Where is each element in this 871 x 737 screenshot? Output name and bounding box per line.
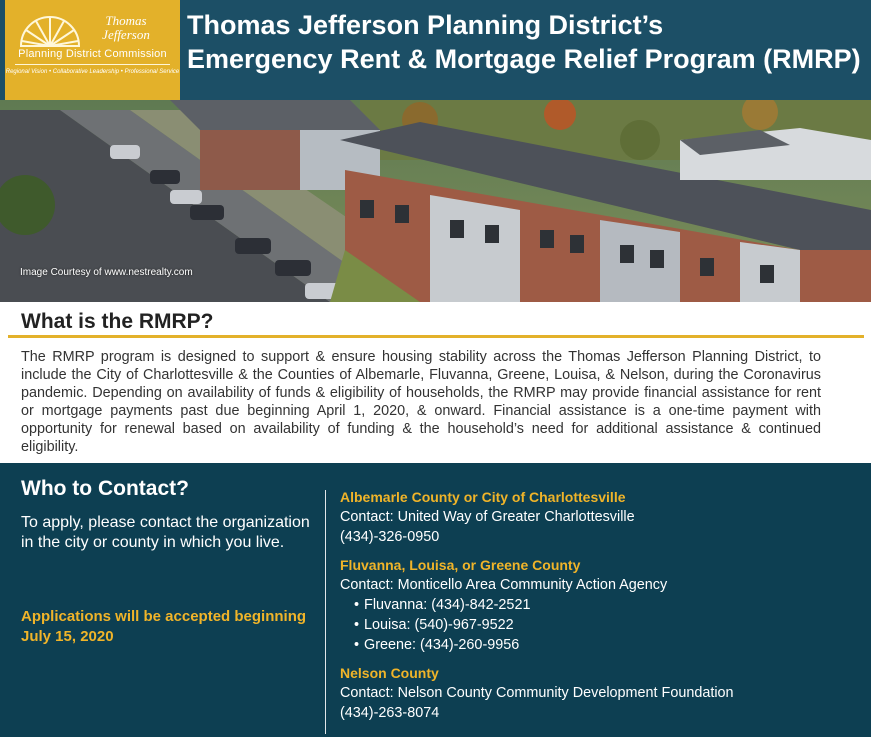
logo-tagline: Regional Vision • Collaborative Leadership • Professional Service bbox=[5, 69, 180, 75]
logo-name-line1: Thomas bbox=[105, 13, 147, 28]
tjpdc-logo bbox=[5, 0, 180, 100]
phone-bullet-list bbox=[340, 595, 860, 655]
page-title bbox=[187, 8, 867, 76]
logo-divider bbox=[15, 64, 170, 65]
logo-name bbox=[77, 14, 175, 42]
org-contact: Contact: Nelson County Community Development Foundation bbox=[340, 685, 734, 701]
title-line2: Emergency Rent & Mortgage Relief Program (RMRP) bbox=[187, 44, 861, 74]
sunburst-logo-icon bbox=[17, 6, 83, 48]
org-area: Fluvanna, Louisa, or Greene County bbox=[340, 557, 581, 573]
what-heading: What is the RMRP? bbox=[21, 310, 214, 333]
phone-bullet: • Louisa: (540)-967-9522 bbox=[354, 615, 860, 635]
photo-credit: Image Courtesy of www.nestrealty.com bbox=[20, 267, 193, 278]
org-phone: (434)-326-0950 bbox=[340, 529, 440, 545]
contact-list bbox=[340, 487, 860, 723]
phone-bullet: • Greene: (434)-260-9956 bbox=[354, 635, 860, 655]
what-description: The RMRP program is designed to support & ensure housing stability across the Thomas Jefferson Planning District, to include the City of Charlottesville & the Counties of Albemarle, Fluvanna, Greene, Louisa, & Nelson, during the Coronavirus pandemic. Depending on availability of funds & eligibility of households, the RMRP may provide financial assistance for rent or mortgage payments past due beginning April 1, 2020, & onward. Financial assistance is a one-time payment with opportunity for renewal based on availability of funding & the household’s need for additional assistance & continued eligibility. bbox=[21, 349, 821, 455]
contact-section bbox=[0, 463, 871, 737]
section-divider bbox=[8, 335, 864, 338]
logo-commission: Planning District Commission bbox=[18, 48, 167, 60]
contact-intro: To apply, please contact the organization in the city or county in which you live. bbox=[21, 514, 310, 551]
logo-name-line2: Jefferson bbox=[102, 27, 150, 42]
title-line1: Thomas Jefferson Planning District’s bbox=[187, 10, 664, 40]
contact-org-fluvanna-louisa-greene bbox=[340, 555, 860, 655]
application-date-notice: Applications will be accepted beginning July 15, 2020 bbox=[21, 608, 307, 645]
org-contact: Contact: United Way of Greater Charlottesville bbox=[340, 509, 635, 525]
phone-bullet: • Fluvanna: (434)-842-2521 bbox=[354, 595, 860, 615]
header-banner bbox=[0, 0, 871, 100]
townhouse-photo bbox=[0, 100, 871, 302]
contact-heading: Who to Contact? bbox=[21, 477, 189, 500]
contact-org-albemarle bbox=[340, 487, 860, 547]
org-contact: Contact: Monticello Area Community Action Agency bbox=[340, 577, 668, 593]
org-area: Nelson County bbox=[340, 665, 439, 681]
org-area: Albemarle County or City of Charlottesville bbox=[340, 489, 626, 505]
column-divider bbox=[325, 490, 326, 734]
contact-org-nelson bbox=[340, 663, 860, 723]
org-phone: (434)-263-8074 bbox=[340, 705, 440, 721]
